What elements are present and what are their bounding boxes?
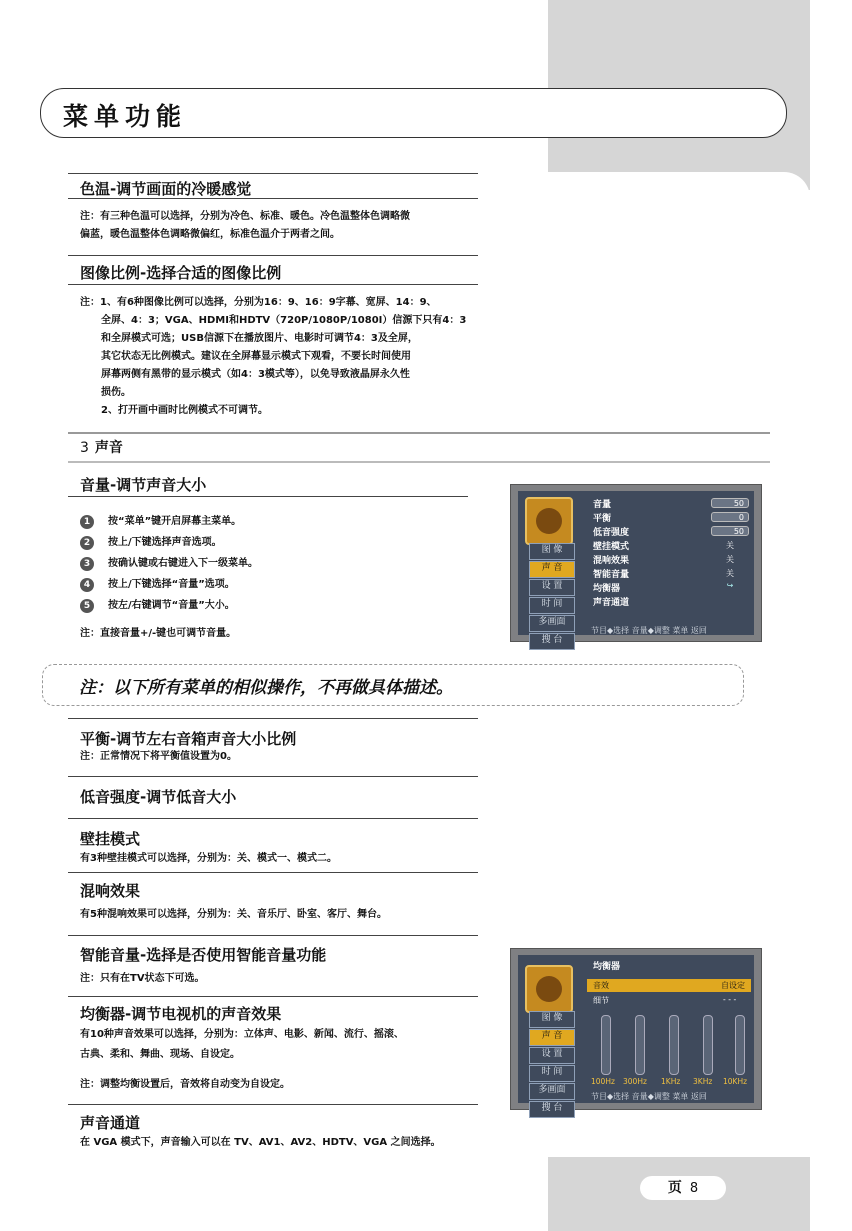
eq-slider[interactable]	[669, 1015, 679, 1075]
section-number: 3	[80, 440, 89, 456]
osd-nav-item[interactable]: 搜 台	[529, 633, 575, 650]
smart-volume-note: 注：只有在TV状态下可选。	[80, 973, 205, 984]
osd-value: 50	[711, 526, 749, 536]
aspect-line: 损伤。	[101, 387, 131, 398]
bass-heading: 低音强度-调节低音大小	[80, 788, 237, 806]
reverb-heading: 混响效果	[80, 882, 141, 900]
divider	[68, 996, 478, 997]
osd-nav-item[interactable]: 多画面	[529, 1083, 575, 1100]
page-number: 8	[689, 1181, 699, 1196]
page-title: 菜单功能	[63, 102, 188, 131]
osd-footer: 节目◆选择 音量◆调整 菜单 返回	[591, 1092, 707, 1101]
osd-nav-item[interactable]: 时 间	[529, 597, 575, 614]
aspect-line: 全屏、4：3；VGA、HDMI和HDTV（720P/1080P/1080I）信源下只有4：3	[101, 315, 467, 326]
eq-band-label: 1KHz	[661, 1077, 681, 1086]
step-item: 2 按上/下键选择声音选项。	[80, 532, 258, 553]
aspect-line: 和全屏模式可选；USB信源下在播放图片、电影时可调节4：3及全屏，	[101, 333, 418, 344]
divider	[68, 776, 478, 777]
title-banner	[40, 88, 787, 138]
osd-toggle: 关	[726, 541, 734, 550]
eq-slider[interactable]	[601, 1015, 611, 1075]
step-item: 5 按左/右键调节“音量”大小。	[80, 595, 258, 616]
equalizer-line: 古典、柔和、舞曲、现场、自设定。	[80, 1049, 240, 1060]
page-number-badge	[640, 1176, 726, 1200]
osd-toggle: 关	[726, 569, 734, 578]
osd-row[interactable]: 声音通道	[593, 598, 630, 608]
osd-row[interactable]: 智能音量	[593, 570, 630, 580]
eq-slider[interactable]	[703, 1015, 713, 1075]
osd-nav-item[interactable]: 搜 台	[529, 1101, 575, 1118]
aspect-line: 其它状态无比例模式。建议在全屏幕显示模式下观看，不要长时间使用	[101, 351, 411, 362]
osd-row[interactable]: 均衡器	[593, 584, 621, 594]
aspect-line: 屏幕两侧有黑带的显示模式（如4：3模式等），以免导致液晶屏永久性	[101, 369, 410, 380]
osd-row[interactable]: 音量	[593, 500, 612, 510]
step-item: 1 按“菜单”键开启屏幕主菜单。	[80, 511, 258, 532]
osd-eq-selected-row[interactable]	[587, 979, 751, 992]
eq-band-label: 300Hz	[623, 1077, 647, 1086]
color-temp-heading: 色温-调节画面的冷暖感觉	[80, 180, 252, 198]
osd-nav-item[interactable]: 图 像	[529, 543, 575, 560]
osd-eq-title: 均衡器	[593, 962, 621, 972]
osd-row[interactable]: 混响效果	[593, 556, 630, 566]
color-temp-note-2: 偏蓝，暖色温整体色调略微偏红，标准色温介于两者之间。	[80, 229, 340, 240]
osd-value: 0	[711, 512, 749, 522]
osd-nav	[529, 1011, 575, 1119]
divider	[68, 872, 478, 873]
divider	[68, 198, 478, 199]
color-temp-note-1: 注：有三种色温可以选择，分别为冷色、标准、暖色。冷色温整体色调略微	[80, 211, 410, 222]
smart-volume-heading: 智能音量-选择是否使用智能音量功能	[80, 946, 327, 964]
osd-value: 50	[711, 498, 749, 508]
osd-eq-label: 音效	[593, 981, 609, 990]
channel-note: 在 VGA 模式下，声音输入可以在 TV、AV1、AV2、HDTV、VGA 之间选择。	[80, 1137, 441, 1148]
channel-heading: 声音通道	[80, 1114, 141, 1132]
eq-band-label: 3KHz	[693, 1077, 713, 1086]
eq-band-label: 100Hz	[591, 1077, 615, 1086]
divider	[68, 496, 468, 497]
osd-row[interactable]: 壁挂模式	[593, 542, 630, 552]
eq-band-label: 10KHz	[723, 1077, 748, 1086]
enter-arrow-icon: ↪	[726, 581, 734, 590]
speaker-icon	[525, 965, 573, 1013]
balance-note: 注：正常情况下将平衡值设置为0。	[80, 751, 237, 762]
equalizer-line: 有10种声音效果可以选择，分别为：立体声、电影、新闻、流行、摇滚、	[80, 1029, 404, 1040]
global-note: 注：以下所有菜单的相似操作，不再做具体描述。	[79, 678, 453, 698]
global-note-box	[42, 664, 744, 706]
osd-nav-item[interactable]: 时 间	[529, 1065, 575, 1082]
osd-eq-row2-value: - - -	[723, 995, 737, 1004]
eq-slider[interactable]	[635, 1015, 645, 1075]
balance-heading: 平衡-调节左右音箱声音大小比例	[80, 730, 297, 748]
aspect-line: 注：1、有6种图像比例可以选择，分别为16：9、16：9字幕、宽屏、14：9、	[80, 297, 437, 308]
osd-row[interactable]: 低音强度	[593, 528, 630, 538]
osd-toggle: 关	[726, 555, 734, 564]
aspect-heading: 图像比例-选择合适的图像比例	[80, 264, 282, 282]
osd-sound-menu	[510, 484, 762, 645]
equalizer-heading: 均衡器-调节电视机的声音效果	[80, 1005, 282, 1023]
osd-nav-item[interactable]: 声 音	[529, 1029, 575, 1046]
osd-eq-row2-label[interactable]: 细节	[593, 996, 609, 1005]
divider	[68, 1104, 478, 1105]
osd-nav-item[interactable]: 设 置	[529, 579, 575, 596]
osd-eq-value: 自设定	[721, 981, 745, 990]
step-item: 3 按确认键或右键进入下一级菜单。	[80, 553, 258, 574]
wall-heading: 壁挂模式	[80, 830, 141, 848]
osd-nav-item[interactable]: 设 置	[529, 1047, 575, 1064]
page-label: 页	[667, 1180, 682, 1196]
divider	[68, 935, 478, 936]
step-item: 4 按上/下键选择“音量”选项。	[80, 574, 258, 595]
section-header-sound	[68, 432, 770, 463]
divider	[68, 818, 478, 819]
volume-heading: 音量-调节声音大小	[80, 476, 207, 494]
volume-note: 注：直接音量+/-键也可调节音量。	[80, 628, 237, 639]
divider	[68, 284, 478, 285]
divider	[68, 255, 478, 256]
osd-nav-item[interactable]: 多画面	[529, 615, 575, 632]
eq-slider[interactable]	[735, 1015, 745, 1075]
volume-steps	[80, 511, 258, 616]
osd-equalizer-menu	[510, 948, 762, 1113]
wall-note: 有3种壁挂模式可以选择，分别为：关、模式一、模式二。	[80, 853, 337, 864]
divider	[68, 718, 478, 719]
speaker-icon	[525, 497, 573, 545]
osd-nav-item[interactable]: 图 像	[529, 1011, 575, 1028]
aspect-line: 2、打开画中画时比例模式不可调节。	[101, 405, 268, 416]
divider	[68, 173, 478, 174]
osd-nav-item[interactable]: 声 音	[529, 561, 575, 578]
osd-row[interactable]: 平衡	[593, 514, 612, 524]
section-label: 声音	[94, 440, 123, 456]
osd-nav	[529, 543, 575, 651]
equalizer-note: 注：调整均衡设置后，音效将自动变为自设定。	[80, 1079, 290, 1090]
osd-footer: 节目◆选择 音量◆调整 菜单 返回	[591, 626, 707, 635]
reverb-note: 有5种混响效果可以选择，分别为：关、音乐厅、卧室、客厅、舞台。	[80, 909, 387, 920]
